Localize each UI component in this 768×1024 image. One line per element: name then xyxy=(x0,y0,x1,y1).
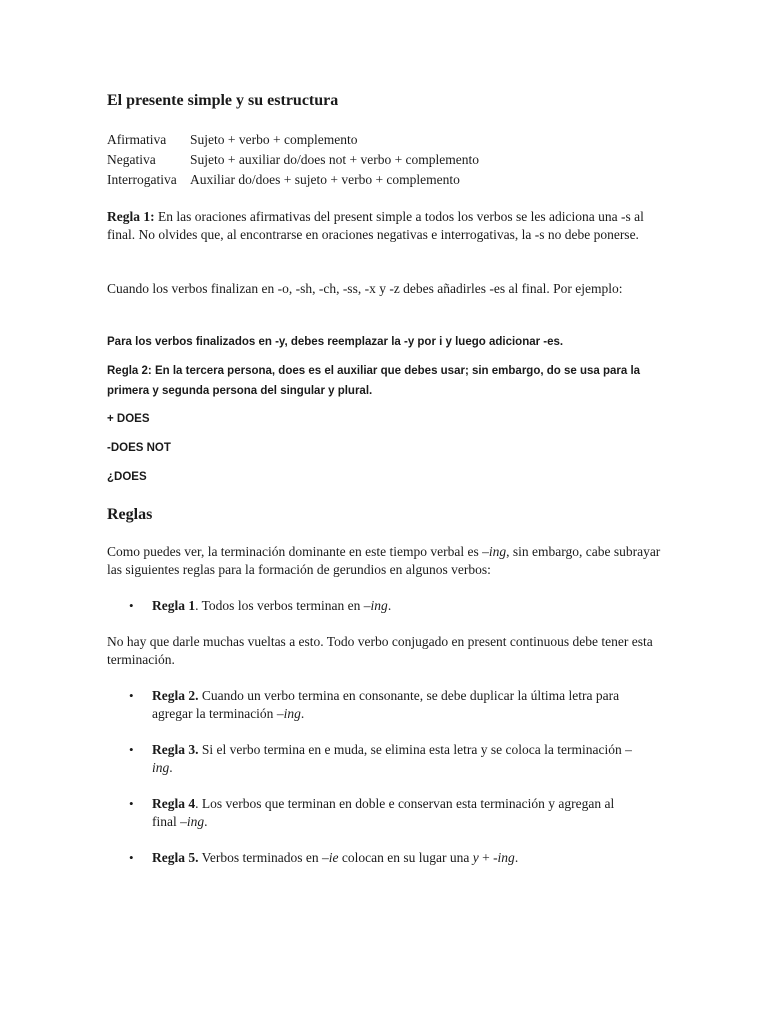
structure-row-negativa xyxy=(107,150,479,170)
bullet-end: . xyxy=(169,760,173,775)
bullet-end: . xyxy=(387,598,392,613)
does-affirmative: + DOES xyxy=(107,413,150,425)
bullet-ie: –ie xyxy=(321,850,339,865)
structure-formula: Auxiliar do/does + sujeto + verbo + complemento xyxy=(190,172,460,187)
bullet-ing: –ing xyxy=(180,814,205,829)
does-interrogative: ¿DOES xyxy=(107,471,147,483)
regla-2-paragraph xyxy=(107,361,667,401)
regla-1-text: En las oraciones afirmativas del present simple a todos los verbos se les adiciona una -s al final. No olvides que, al encontrarse en oraciones negativas e interrogativas, la -s no debe ponerse. xyxy=(107,209,644,242)
reglas-intro-paragraph xyxy=(107,543,667,579)
structure-formula: Sujeto + auxiliar do/does not + verbo + complemento xyxy=(190,152,480,167)
regla-1-paragraph xyxy=(107,208,667,244)
structure-row-afirmativa xyxy=(107,130,479,150)
bullet-y: y xyxy=(472,850,479,865)
bullet-text: Si el verbo termina en e muda, se elimina esta letra y se coloca la terminación xyxy=(198,742,626,757)
structure-row-interrogativa xyxy=(107,170,479,190)
bullet-plus: + xyxy=(478,850,494,865)
structure-label: Interrogativa xyxy=(107,172,177,187)
structure-label: Negativa xyxy=(107,152,156,167)
bullet-icon: • xyxy=(129,598,134,613)
list-item-text xyxy=(152,687,632,723)
bullet-ing: -ing xyxy=(493,850,515,865)
list-item-text xyxy=(152,849,632,867)
endings-paragraph: Cuando los verbos finalizan en -o, -sh, -ch, -ss, -x y -z debes añadirles -es al final. Por ejemplo: xyxy=(107,281,623,296)
list-item-text xyxy=(152,795,632,831)
bullet-ing: –ing xyxy=(152,742,632,775)
bullet-ing: –ing xyxy=(276,706,301,721)
does-negative: -DOES NOT xyxy=(107,442,171,454)
bullet-icon: • xyxy=(129,796,134,811)
regla-2-label: Regla 2: xyxy=(107,365,152,377)
structure-label: Afirmativa xyxy=(107,132,167,147)
bullet-text: . Los verbos que terminan en doble e conservan esta terminación y agregan al final xyxy=(152,796,615,829)
bullet-text: Verbos terminados en xyxy=(198,850,322,865)
bullet-label: Regla 4 xyxy=(152,796,196,811)
bullet-ing: –ing xyxy=(363,598,388,613)
bullet-end: . xyxy=(204,814,208,829)
bullet-label: Regla 5. xyxy=(152,850,199,865)
y-rule-paragraph: Para los verbos finalizados en -y, debes reemplazar la -y por i y luego adicionar -es. xyxy=(107,336,564,348)
bullet-text: . Todos los verbos terminan en xyxy=(195,598,364,613)
bullet-icon: • xyxy=(129,742,134,757)
bullet-text: colocan en su lugar una xyxy=(338,850,473,865)
structure-table xyxy=(107,130,479,190)
reglas-heading: Reglas xyxy=(107,506,153,523)
document-title: El presente simple y su estructura xyxy=(107,92,339,109)
bullet-label: Regla 2. xyxy=(152,688,199,703)
structure-formula: Sujeto + verbo + complemento xyxy=(190,132,358,147)
bullet-label: Regla 3. xyxy=(152,742,199,757)
bullet-label: Regla 1 xyxy=(152,598,196,613)
list-item-text xyxy=(152,597,632,615)
list-item-text xyxy=(152,741,632,777)
bullet-icon: • xyxy=(129,850,134,865)
bullet-text: Cuando un verbo termina en consonante, se debe duplicar la última letra para agregar la terminación xyxy=(152,688,620,721)
intro-after: , sin embargo, cabe subrayar las siguientes reglas para la formación de gerundios en algunos verbos: xyxy=(107,544,661,577)
bullet-end: . xyxy=(514,850,519,865)
regla-1-label: Regla 1: xyxy=(107,209,155,224)
no-hay-paragraph: No hay que darle muchas vueltas a esto. Todo verbo conjugado en present continuous debe tener esta terminación. xyxy=(107,634,653,667)
intro-ing: –ing xyxy=(482,544,507,559)
bullet-end: . xyxy=(300,706,305,721)
regla-2-text: En la tercera persona, does es el auxiliar que debes usar; sin embargo, do se usa para la primera y segunda persona del singular y plural. xyxy=(107,365,641,397)
bullet-icon: • xyxy=(129,688,134,703)
intro-before: Como puedes ver, la terminación dominante en este tiempo verbal es xyxy=(107,544,483,559)
